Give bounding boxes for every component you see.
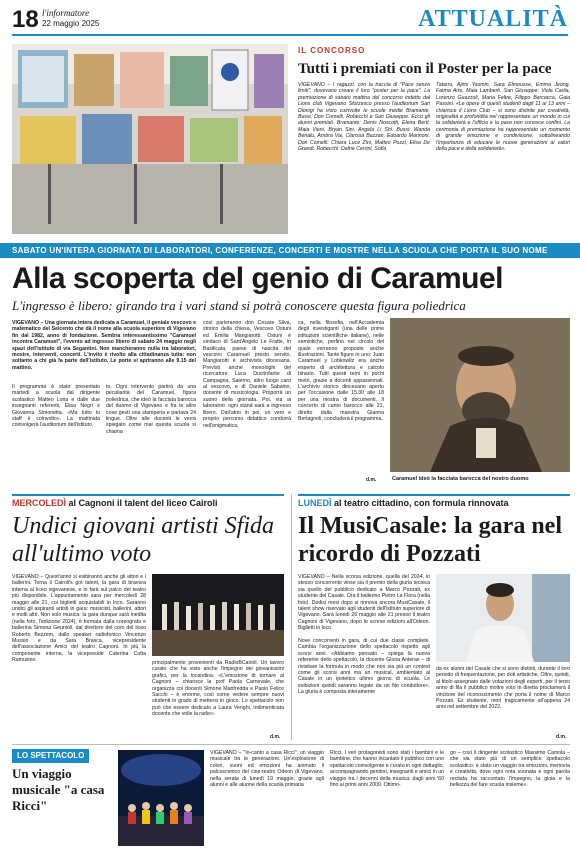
talent-stage-illustration <box>152 574 284 656</box>
concorso-title: Tutti i premiati con il Poster per la pace <box>298 61 552 77</box>
main-subheadline: L'ingresso è libero: girando tra i vari stand si potrà conoscere questa figura poliedrica <box>12 298 466 313</box>
section-title: ATTUALITÀ <box>418 6 568 32</box>
right-story-column-1: VIGEVANO – Nella scorsa edizione, quella del 2024, lo stesso concorrente vinse sia il premio della giuria tecnica sia quello del pubblico dedicato a Marco Pozzati, ex studente del Casale. Ora il ballerino Pietro La Flora (nella foto). Dodici mesi dopo si rinnova ancora MusiCasale, il talent show riservato agli studenti dell'istituto superiore di Vigevano. Sarà lunedì 26 maggio alle 21 presso il teatro Cagnoni di Vigevano, dopo le scorse edizioni all'Odeon. Biglietti in loco. <box>298 574 430 632</box>
caramuel-caption: Caramuel ideò la facciata barocca del nostro duomo <box>392 476 529 482</box>
left-story-headline: Undici giovani artisti Sfida all'ultimo voto <box>12 513 274 567</box>
talent-stage-photo <box>152 574 284 656</box>
main-kicker: SABATO UN'INTERA GIORNATA DI LABORATORI, CONFERENZE, CONCERTI E MOSTRE NELLA SCUOLA CHE PORTA IL SUO NOME <box>0 243 580 258</box>
spettacolo-column-1: VIGEVANO – "In-canto a casa Ricci": un viaggio musicale tra le generazioni. Un'esplosione di colori, suoni ed emozioni ha animato il palcoscenico del cine-teatro Odeon di Vigevano, nella serata di lunedì 19 maggio, grazie agli alunni e alle alunne della scuola primaria <box>210 750 324 789</box>
pozzati-photo <box>436 574 570 662</box>
bottom-rule <box>12 744 570 745</box>
pozzati-illustration <box>436 574 570 662</box>
masthead-rule <box>12 34 568 36</box>
casa-ricci-illustration <box>118 750 204 846</box>
left-kicker-text: al Cagnoni il talent del liceo Cairoli <box>66 498 218 508</box>
left-story-byline: d.m. <box>270 734 281 740</box>
right-story-byline: d.m. <box>556 734 567 740</box>
paper-name: l'informatore <box>42 8 90 18</box>
left-kicker-day: MERCOLEDÌ <box>12 498 66 508</box>
main-column-d: ca, nella filosofia, nell'Accademia degli investiganti (una delle prime istituzioni scientifiche italiane), nelle semiotiche, perfino nel circolo del quale verranno proposte anche illustrazioni. Tante figure in uno: Juan Caramuel y Lobkowitz era anche esperto di architettura e calcolo binario. Tutti questi temi in pochi metri, grazie a docenti appassionati. L'archivio storico diocesano aperto per l'occasione dalle 15.30 alle 18 per una mostra di documenti. Il concerto di canto barocco alle 21, diretto dalla maestra Gianna Bertagnoli, concluderà il programma. <box>298 320 384 423</box>
spettacolo-column-2: Ricci. I veri protagonisti sono stati i bambini e le bambine, che hanno incantato il pubblico con uno spettacolo coinvolgente e curato in ogni dettaglio, accompagnando genitori, insegnanti e amici in un viaggio tra i decenni della musica: dagli anni '60 fino ai primi anni 2000. Ottimo- <box>330 750 444 789</box>
left-story-rule <box>12 494 284 496</box>
concorso-column-1: VIGEVANO – I ragazzi, con la traccia di "Pace senza limiti", dovevano creare il loro "poster per la pace". La premiazione di sabato mattina del concorso indetto dal Lions club Vigevano Sforzesco presso l'auditorium San Dionigi ha visto coinvolte le scuole medie Bramante, Bussi, Don Comelli, Robecchi e San Giuseppe. Ecco gli alunni premiati. Bramante: Denis Noscotti, Elena Berti, Maia Vieni, Bryan Sini, Angela Li Shi. Bussi: Wanda Benalu, Ambra Vai, Clarissa Bazzan, Edoardo Marinoni. Don Comelli: Chiara Luce Zini, Matteo Pozzi, Elisa De Grandi. Robecchi: Dafne Cerrini, Sofia <box>298 82 430 153</box>
left-story-kicker <box>12 497 218 509</box>
spettacolo-headline: Un viaggio musicale "a casa Ricci" <box>12 766 105 813</box>
poster-exhibition-illustration <box>12 44 288 234</box>
concorso-column-2: Tatarru, Ajimi Yasmin, Sara Elmousse, Emma Jeong, Fatma Arte, Maia Lamberti. San Giuseppe: Viola Carlia, Lorenzo Guazzoli, Maria Feltre, Filippo Barcacca, Gaia Passini. «Le opere di questi studenti dagli 11 ai 13 anni – chiarisce il Lions Club – si sono distinte per creatività, originalità e profondità nel rappresentare un mondo in cui la solidarietà e l'ufficio e la pace non conosce confini. La cerimonia di premiazione ha rappresentato un momento di grande emozione e condivisione, sottolineando l'importanza di educare le nuove generazioni ai valori della pace e della solidarietà». <box>436 82 570 153</box>
main-column-c: così parleranno don Cesare Silva, storico della chiesa, Vescovo Ostuni ed Emilia Mangiarotti. Ostuni è sindaco di Sant'Angelo Le Fratte, in Basilicata, paese di nascita del vescovo Caramuel presto servito. Mangiarotti è archivista diocesana. Previsti anche monologhi del ricercatore Luca Ducrinfante di Campagna, Salerno, altro luogo caro al vescovo, e di Daniele Sabaino, docente di musicologia. Proporrà un suono della giornata. Poi, via ai laboratori: ogni stand sarà a ingresso libero. Dall'atrio in poi, un vero e proprio percorso didattico condurrà nell'enigmatica, <box>203 320 291 429</box>
column-divider <box>291 494 292 740</box>
caramuel-portrait <box>390 318 570 472</box>
main-lead: VIGEVANO – Una giornata intera dedicata a Caramuel, il geniale vescovo e matematico del Seicento che dà il nome alla scuola superiore di Vigevano fin dal 1982, anno di fondazione. Sembra interessantissimo "Caramuel incontra Caramuel", l'evento ad ingresso libero di sabato 24 maggio negli spazi dell'istituto di via Segantini. Non mancheranno nulla tra laboratori, mostre, interventi, concerti. L'invito è rivolto alla cittadinanza tutta: non soltanto a chi già fa parte dell'istituto. Le porte si apriranno alle 9.15 del mattino. <box>12 320 196 371</box>
main-headline: Alla scoperta del genio di Caramuel <box>12 262 503 295</box>
casa-ricci-photo <box>118 750 204 846</box>
right-story-kicker <box>298 497 509 509</box>
page-number: 18 <box>12 6 39 33</box>
spettacolo-column-3: go – così il dirigente scolastico Massimo Camola – che sia stato più di un semplice spettacolo scolastico: è stato un viaggio tra emozioni, memoria e creatività, dove ogni nota suonata e ogni parola recitata ha raccontato l'impegno, la gioia e la bellezza del fare scuola insieme». <box>450 750 570 789</box>
main-byline: d.m. <box>366 477 377 483</box>
main-column-b: to. Ogni intervento partirà da una peculiarità del Caramuel, figura poliedrica, che ideò la facciata barocca del duomo di Vigevano e fra le altre cose gestì una stamperia e parlava 24 lingue. Oltre alle docenti le verrà spiegato come mai questa scuola si chiama <box>106 384 196 435</box>
right-story-column-3: da ex alunni del Casale che si sono distinti, durante il loro periodo di frequentazione, per doti artistiche. Oltre, quindi, al titolo assegnato dalle votazioni degli esperti, per il terzo anno di fila il pubblico inoltre voto in diretta proclamerà il vincitore del riconoscimento che porta il nome di Marco Pozzati. Ex studente, morì tragicamente all'appena 24 anni nel settembre del 2022. <box>436 666 570 711</box>
paper-date: 22 maggio 2025 <box>42 19 100 28</box>
poster-exhibition-photo <box>12 44 288 234</box>
right-story-column-2: Nove concorrenti in gara, di cui due classi complete. Cambia l'organizzazione dello spettacolo rispetto agli scorsi anni. «Abbiamo pensato – spiega la nuova referente dello spettacolo, la docente Gloria Anteras – di rivisitare la formula in modo che non sia più un contest come gli scorsi anni ma un musical, ambientato al Casale in un ipotetico ultimo giorno di scuola. Le esibizioni quindi saranno legate da un filo conduttore». La giuria è composta interamente <box>298 638 430 696</box>
right-kicker-text: al teatro cittadino, con formula rinnovata <box>331 498 509 508</box>
left-story-column-1: VIGEVANO – Quest'anno si esibiranno anche gli attori e i ballerini. Torna il Cairoli's got talent, la gara di bravura interna al liceo vigevanese, e lo farà sul palco del teatro più disponibile. L'appuntamento sara per mercoledì 28 maggio alle 21, coi biglietti acquistabili in loco. Saranno undici gli aspiranti artisti in gara: musicisti, ballerini, attori e molti altri. Non solo musica: la gara dunque sarà inedita (nella foto, l'edizione 2024), è formata dalla coreografa e ballerina Simona Geunioli, dal direttore del coro del liceo Roberto Bezzem, dallo speaker radiofonico Vincenzo Mussio e da Sara Brasca, vicepresidente dell'associazione Amici del teatro Cagnoni. In più la componente interna, la vicepreside Caterina Cotta Ramusino. <box>12 574 146 664</box>
spettacolo-tag: LO SPETTACOLO <box>12 749 89 763</box>
caramuel-portrait-illustration <box>390 318 570 472</box>
concorso-tag: IL CONCORSO <box>298 46 366 55</box>
left-story-column-2: principalmente provenienti da RadioBCairoli. Un lavoro curato che ha visto anche l'impegno dei giovanissimi grafici, per la locandina. «L'emozione di tornare al Cagnoni – chiarisce la prof Paola Carnevale, che organizza coi docenti Simone Manfredda e Paolo Felice Sacchi – è enorme, così come vedere sempre nuovi studenti in grado di mettersi in gioco. Lo spettacolo non può che essere dedicato a Laura Venghi, indimenticata docente che volle la radio». <box>152 660 284 718</box>
main-column-a: Il programma è stato presentato martedì a scuola dal dirigente scolastico Matteo Loria e dalle due insegnanti referenti, Elisa Negri e Giovanna Simonetta. «Ma tutto lo staff è coinvolto». La mattinata coinvolgerà l'auditorium dell'istituto. <box>12 384 100 429</box>
right-story-headline: Il MusiCasale: la gara nel ricordo di Pozzati <box>298 513 562 567</box>
right-kicker-day: LUNEDÌ <box>298 498 332 508</box>
right-story-rule <box>298 494 570 496</box>
